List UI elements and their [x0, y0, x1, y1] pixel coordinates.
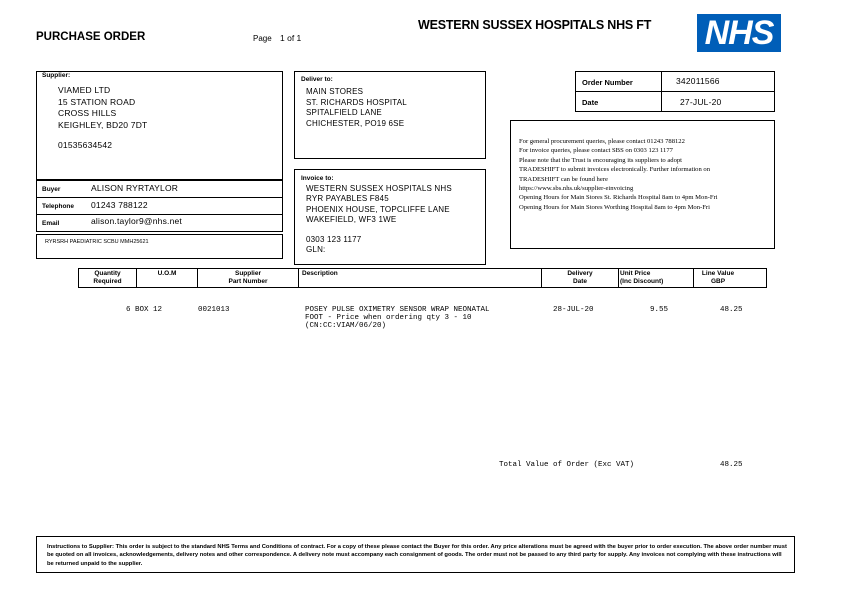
deliver-to-label: Deliver to:: [301, 76, 333, 83]
row-description-line: (CN:CC:VIAM/06/20): [305, 322, 387, 330]
telephone-label: Telephone: [42, 203, 75, 210]
invoice-to-box: [294, 169, 486, 265]
supplier-phone: 01535634542: [58, 140, 113, 150]
column-header-delivery-date: Delivery Date: [567, 270, 593, 285]
supplier-box: [36, 71, 283, 180]
info-line: Opening Hours for Main Stores Worthing Hospital 8am to 4pm Mon-Fri: [519, 203, 710, 211]
info-line: For general procurement queries, please contact 01243 788122: [519, 138, 685, 145]
info-line: Please note that the Trust is encouraging its suppliers to adopt: [519, 156, 682, 164]
supplier-instructions: Instructions to Supplier: This order is subject to the standard NHS Terms and Conditions of contract. For a copy of these please contact the Buyer for this order. Any price alterations must be agreed with the buyer prior to order execution. The above order number must be quoted on all invoices, acknowledgements, delivery notes and other correspondence. A delivery note must accompany each consignment of goods. The order must not be passed to any third party for supply. Any invoices not complying with these instructions will be returned unpaid to the supplier.: [47, 544, 787, 567]
organisation-name: WESTERN SUSSEX HOSPITALS NHS FT: [418, 18, 652, 32]
supplier-address-line: KEIGHLEY, BD20 7DT: [58, 119, 148, 130]
invoice-address-line: WESTERN SUSSEX HOSPITALS NHS: [306, 184, 452, 193]
deliver-to-box: [294, 71, 486, 159]
reference-box: [36, 234, 283, 259]
page-label: Page: [253, 34, 272, 43]
column-header-description: Description: [302, 270, 338, 277]
buyer-name: ALISON RYRTAYLOR: [91, 183, 179, 193]
row-part-number: 0021013: [198, 306, 230, 314]
nhs-logo: NHS: [697, 14, 781, 52]
column-header-line-value: Line Value GBP: [701, 270, 735, 285]
column-header-uom: U.O.M: [157, 270, 177, 277]
info-line: TRADESHIFT can be found here: [519, 175, 608, 183]
row-description: [305, 306, 490, 330]
column-header-quantity: Quantity Required: [93, 270, 122, 285]
supplier-address: [58, 85, 147, 131]
column-header-unit-price: Unit Price (Inc Discount): [620, 270, 664, 285]
delivery-address-line: ST. RICHARDS HOSPITAL: [306, 97, 407, 107]
supplier-address-line: 15 STATION ROAD: [58, 96, 136, 107]
row-unit-price: 9.55: [650, 306, 669, 314]
buyer-reference: RYRSRH PAEDIATRIC SCBU MMH25621: [45, 239, 149, 245]
invoice-gln: GLN:: [306, 245, 326, 254]
procurement-info-text: [519, 137, 718, 212]
info-line: Opening Hours for Main Stores St. Richards Hospital 8am to 4pm Mon-Fri: [519, 194, 718, 202]
row-description-line: FOOT - Price when ordering qty 3 - 10: [305, 314, 472, 322]
invoice-address: [306, 184, 452, 225]
buyer-email[interactable]: alison.taylor9@nhs.net: [91, 216, 182, 226]
procurement-info-box: [510, 120, 775, 249]
info-link[interactable]: https://www.sbs.nhs.uk/supplier-einvoicing: [519, 185, 634, 193]
delivery-address: [306, 87, 407, 129]
invoice-address-line: WAKEFIELD, WF3 1WE: [306, 214, 397, 224]
invoice-address-line: RYR PAYABLES F845: [306, 194, 389, 204]
info-line: For invoice queries, please contact SBS on 0303 123 1177: [519, 147, 673, 155]
delivery-address-line: SPITALFIELD LANE: [306, 108, 382, 117]
order-info-box: [575, 71, 775, 112]
document-title: PURCHASE ORDER: [36, 31, 146, 43]
order-number-label: Order Number: [582, 78, 633, 87]
total-value: 48.25: [720, 461, 743, 469]
total-label: Total Value of Order (Exc VAT): [499, 461, 635, 469]
invoice-phone: 0303 123 1177: [306, 235, 362, 244]
order-number: 342011566: [676, 76, 720, 86]
row-description-line: POSEY PULSE OXIMETRY SENSOR WRAP NEONATAL: [305, 306, 490, 314]
supplier-address-line: CROSS HILLS: [58, 108, 117, 118]
invoice-to-label: Invoice to:: [301, 175, 334, 182]
email-label: Email: [42, 220, 60, 227]
supplier-label: Supplier:: [42, 72, 71, 79]
delivery-address-line: MAIN STORES: [306, 87, 364, 96]
page-count: 1 of 1: [280, 33, 302, 43]
buyer-box: [36, 180, 283, 232]
column-header-part-number: Supplier Part Number: [228, 270, 268, 285]
supplier-instructions-box: [36, 536, 795, 573]
row-delivery-date: 28-JUL-20: [553, 306, 594, 314]
delivery-address-line: CHICHESTER, PO19 6SE: [306, 118, 405, 128]
invoice-address-line: PHOENIX HOUSE, TOPCLIFFE LANE: [306, 204, 450, 214]
buyer-label: Buyer: [42, 186, 61, 193]
buyer-telephone: 01243 788122: [91, 200, 148, 210]
order-date-label: Date: [582, 98, 599, 107]
order-date: 27-JUL-20: [680, 97, 722, 107]
supplier-address-line: VIAMED LTD: [58, 85, 111, 95]
info-line: TRADESHIFT to submit invoices electronically. Further information on: [519, 166, 711, 174]
row-quantity-uom: 6 BOX 12: [126, 306, 163, 314]
row-line-value: 48.25: [720, 306, 743, 314]
